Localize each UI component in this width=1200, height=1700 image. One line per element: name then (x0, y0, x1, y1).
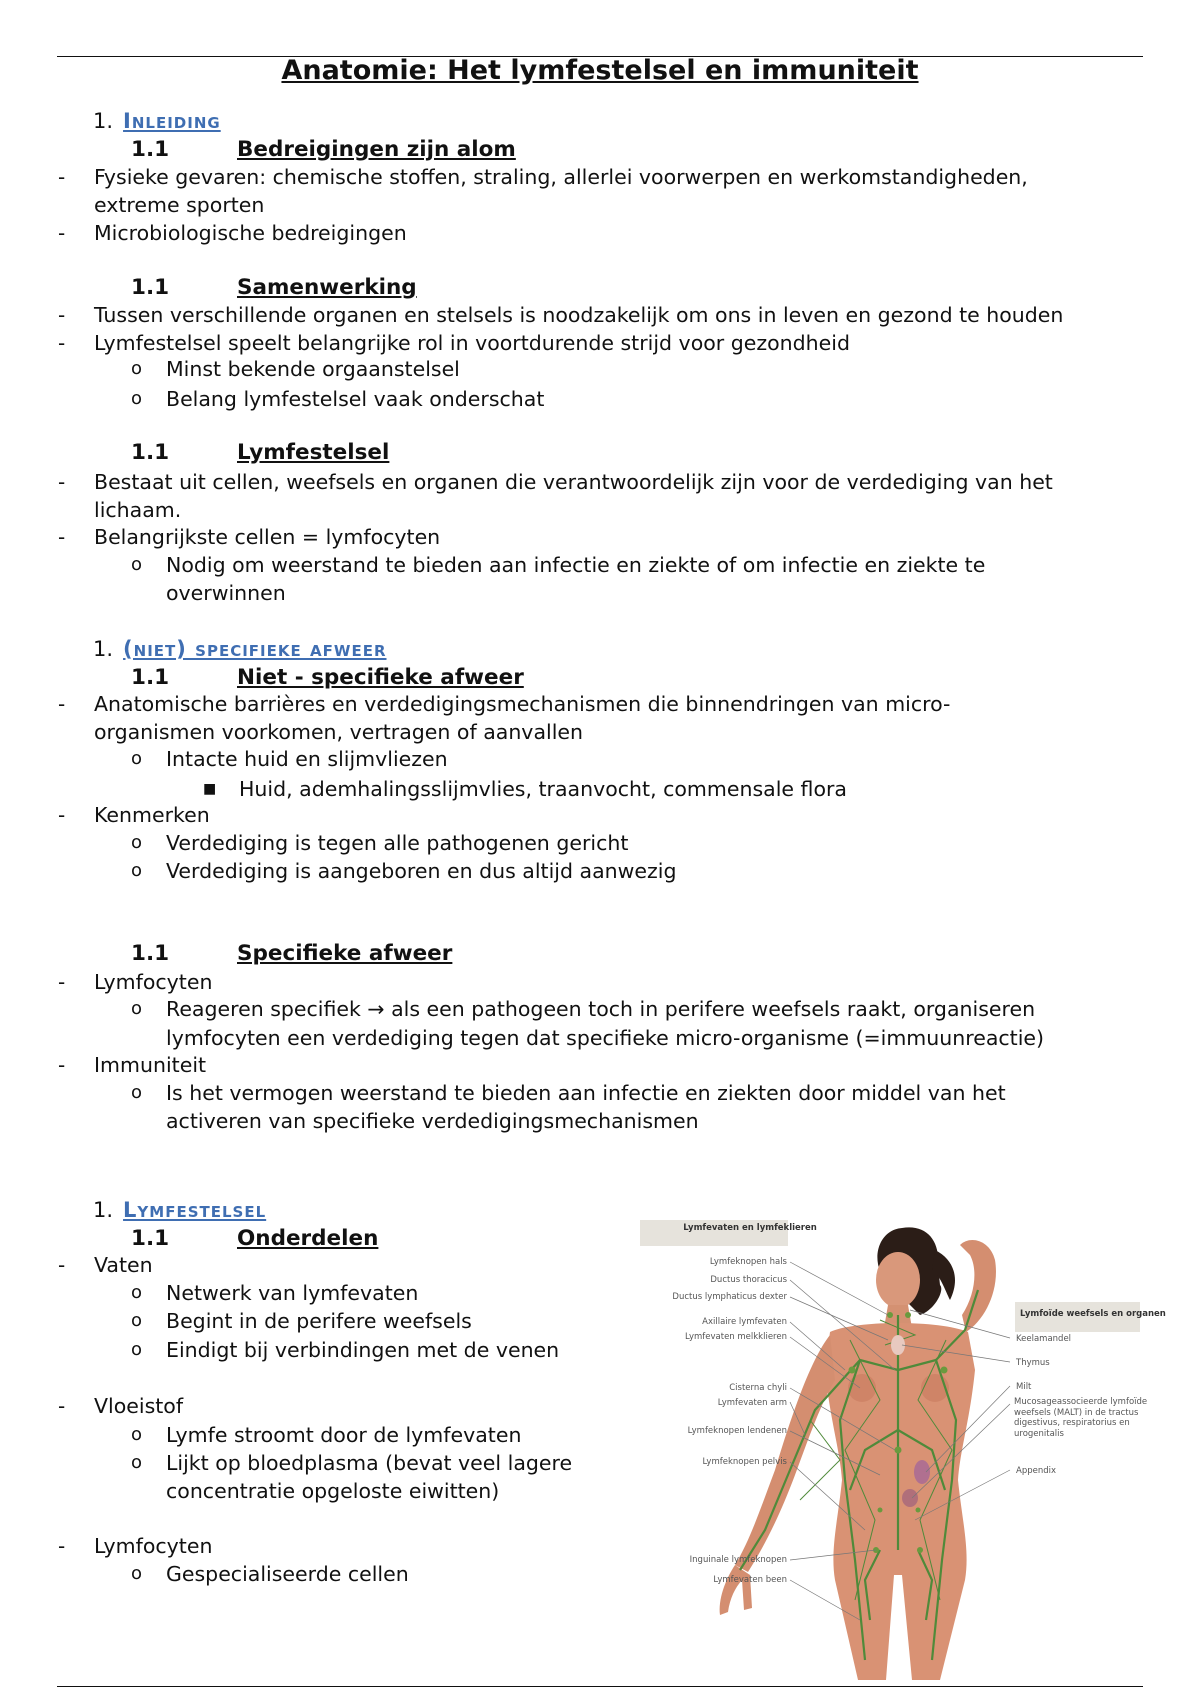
figure-label: Milt (1016, 1382, 1032, 1392)
list-subitem: Nodig om weerstand te bieden aan infectie en ziekte of om infectie en ziekte te (166, 553, 986, 577)
right-legend-header: Lymfoïde weefsels en organen (1020, 1309, 1166, 1319)
section-heading: 1. Inleiding (93, 109, 221, 133)
circle-bullet: o (131, 998, 143, 1019)
circle-bullet: o (131, 860, 143, 881)
list-subitem-continued: lymfocyten een verdediging tegen dat specifieke micro-organisme (=immuunreactie) (166, 1026, 1045, 1050)
list-item: Belangrijkste cellen = lymfocyten (94, 525, 441, 549)
figure-label: Lymfevaten arm (717, 1398, 787, 1408)
circle-bullet: o (131, 554, 143, 575)
dash-bullet: - (58, 803, 66, 827)
list-item: Lymfestelsel speelt belangrijke rol in voortdurende strijd voor gezondheid (94, 331, 850, 355)
figure-label: Keelamandel (1016, 1334, 1072, 1344)
list-item-continued: extreme sporten (94, 193, 265, 217)
figure-label: Appendix (1016, 1466, 1057, 1476)
section-heading: 1. (niet) specifieke afweer (93, 637, 387, 661)
list-subitem: Verdediging is tegen alle pathogenen gericht (166, 831, 629, 855)
list-subitem-continued: overwinnen (166, 581, 286, 605)
list-subitem: Minst bekende orgaanstelsel (166, 357, 460, 381)
list-subitem: Is het vermogen weerstand te bieden aan infectie en ziekten door middel van het (166, 1081, 1006, 1105)
circle-bullet: o (131, 1310, 143, 1331)
circle-bullet: o (131, 832, 143, 853)
dash-bullet: - (58, 970, 66, 994)
list-item: Immuniteit (94, 1053, 207, 1077)
list-subitem-continued: concentratie opgeloste eiwitten) (166, 1479, 500, 1503)
list-subitem: Lymfe stroomt door de lymfevaten (166, 1423, 522, 1447)
figure-label: Cisterna chyli (729, 1383, 787, 1393)
figure-label: Ductus thoracicus (710, 1275, 787, 1285)
figure-label: Ductus lymphaticus dexter (672, 1292, 787, 1302)
list-item: Microbiologische bedreigingen (94, 221, 407, 245)
list-subitem: Reageren specifiek → als een pathogeen toch in perifere weefsels raakt, organiseren (166, 997, 1036, 1021)
list-item: Vloeistof (94, 1394, 184, 1418)
lymphatic-system-figure (640, 1220, 1170, 1680)
circle-bullet: o (131, 1282, 143, 1303)
figure-label: Thymus (1016, 1358, 1050, 1368)
section-heading: 1. Lymfestelsel (93, 1198, 267, 1222)
list-item-continued: lichaam. (94, 498, 182, 522)
circle-bullet: o (131, 1563, 143, 1584)
list-subitem: Intacte huid en slijmvliezen (166, 747, 448, 771)
list-subitem: Begint in de perifere weefsels (166, 1309, 472, 1333)
dash-bullet: - (58, 1534, 66, 1558)
dash-bullet: - (58, 303, 66, 327)
list-subitem: Netwerk van lymfevaten (166, 1281, 419, 1305)
list-item: Kenmerken (94, 803, 210, 827)
list-subitem: Gespecialiseerde cellen (166, 1562, 409, 1586)
dash-bullet: - (58, 470, 66, 494)
figure-label: Lymfeknopen lendenen (687, 1426, 787, 1436)
list-subsubitem: Huid, ademhalingsslijmvlies, traanvocht, commensale flora (239, 777, 847, 801)
list-item: Anatomische barrières en verdedigingsmechanismen die binnendringen van micro- (94, 692, 951, 716)
list-item: Lymfocyten (94, 970, 213, 994)
dash-bullet: - (58, 165, 66, 189)
dash-bullet: - (58, 221, 66, 245)
list-subitem: Verdediging is aangeboren en dus altijd aanwezig (166, 859, 677, 883)
list-subitem: Lijkt op bloedplasma (bevat veel lagere (166, 1451, 573, 1475)
dash-bullet: - (58, 331, 66, 355)
dash-bullet: - (58, 1394, 66, 1418)
list-subitem-continued: activeren van specifieke verdedigingsmechanismen (166, 1109, 699, 1133)
list-subitem: Eindigt bij verbindingen met de venen (166, 1338, 560, 1362)
list-item-continued: organismen voorkomen, vertragen of aanvallen (94, 720, 583, 744)
page-title: Anatomie: Het lymfestelsel en immuniteit (281, 55, 919, 86)
figure-label: Lymfeknopen hals (709, 1257, 787, 1267)
circle-bullet: o (131, 1082, 143, 1103)
bottom-rule (57, 1686, 1143, 1687)
figure-label: Lymfevaten melkklieren (685, 1332, 787, 1342)
figure-label: Lymfeknopen pelvis (702, 1457, 787, 1467)
figure-label-multiline: Mucosageassocieerde lymfoïde weefsels (MALT) in de tractus digestivus, respiratorius en urogenitalis (1014, 1397, 1148, 1439)
figure-label: Inguinale lymfeknopen (689, 1555, 787, 1565)
dash-bullet: - (58, 692, 66, 716)
figure-label: Lymfevaten been (713, 1575, 787, 1585)
list-subitem: Belang lymfestelsel vaak onderschat (166, 387, 545, 411)
list-item: Fysieke gevaren: chemische stoffen, straling, allerlei voorwerpen en werkomstandigheden, (94, 165, 1028, 189)
list-item: Lymfocyten (94, 1534, 213, 1558)
circle-bullet: o (131, 388, 143, 409)
circle-bullet: o (131, 1339, 143, 1360)
square-bullet: ■ (203, 781, 217, 797)
dash-bullet: - (58, 1053, 66, 1077)
list-item: Vaten (94, 1253, 153, 1277)
dash-bullet: - (58, 525, 66, 549)
circle-bullet: o (131, 1452, 143, 1473)
left-legend-header: Lymfevaten en lymfeklieren (683, 1223, 817, 1233)
circle-bullet: o (131, 748, 143, 769)
circle-bullet: o (131, 1424, 143, 1445)
list-item: Bestaat uit cellen, weefsels en organen die verantwoordelijk zijn voor de verdediging van het (94, 470, 1053, 494)
dash-bullet: - (58, 1253, 66, 1277)
circle-bullet: o (131, 358, 143, 379)
figure-label: Axillaire lymfevaten (702, 1317, 787, 1327)
list-item: Tussen verschillende organen en stelsels is noodzakelijk om ons in leven en gezond te houden (94, 303, 1064, 327)
